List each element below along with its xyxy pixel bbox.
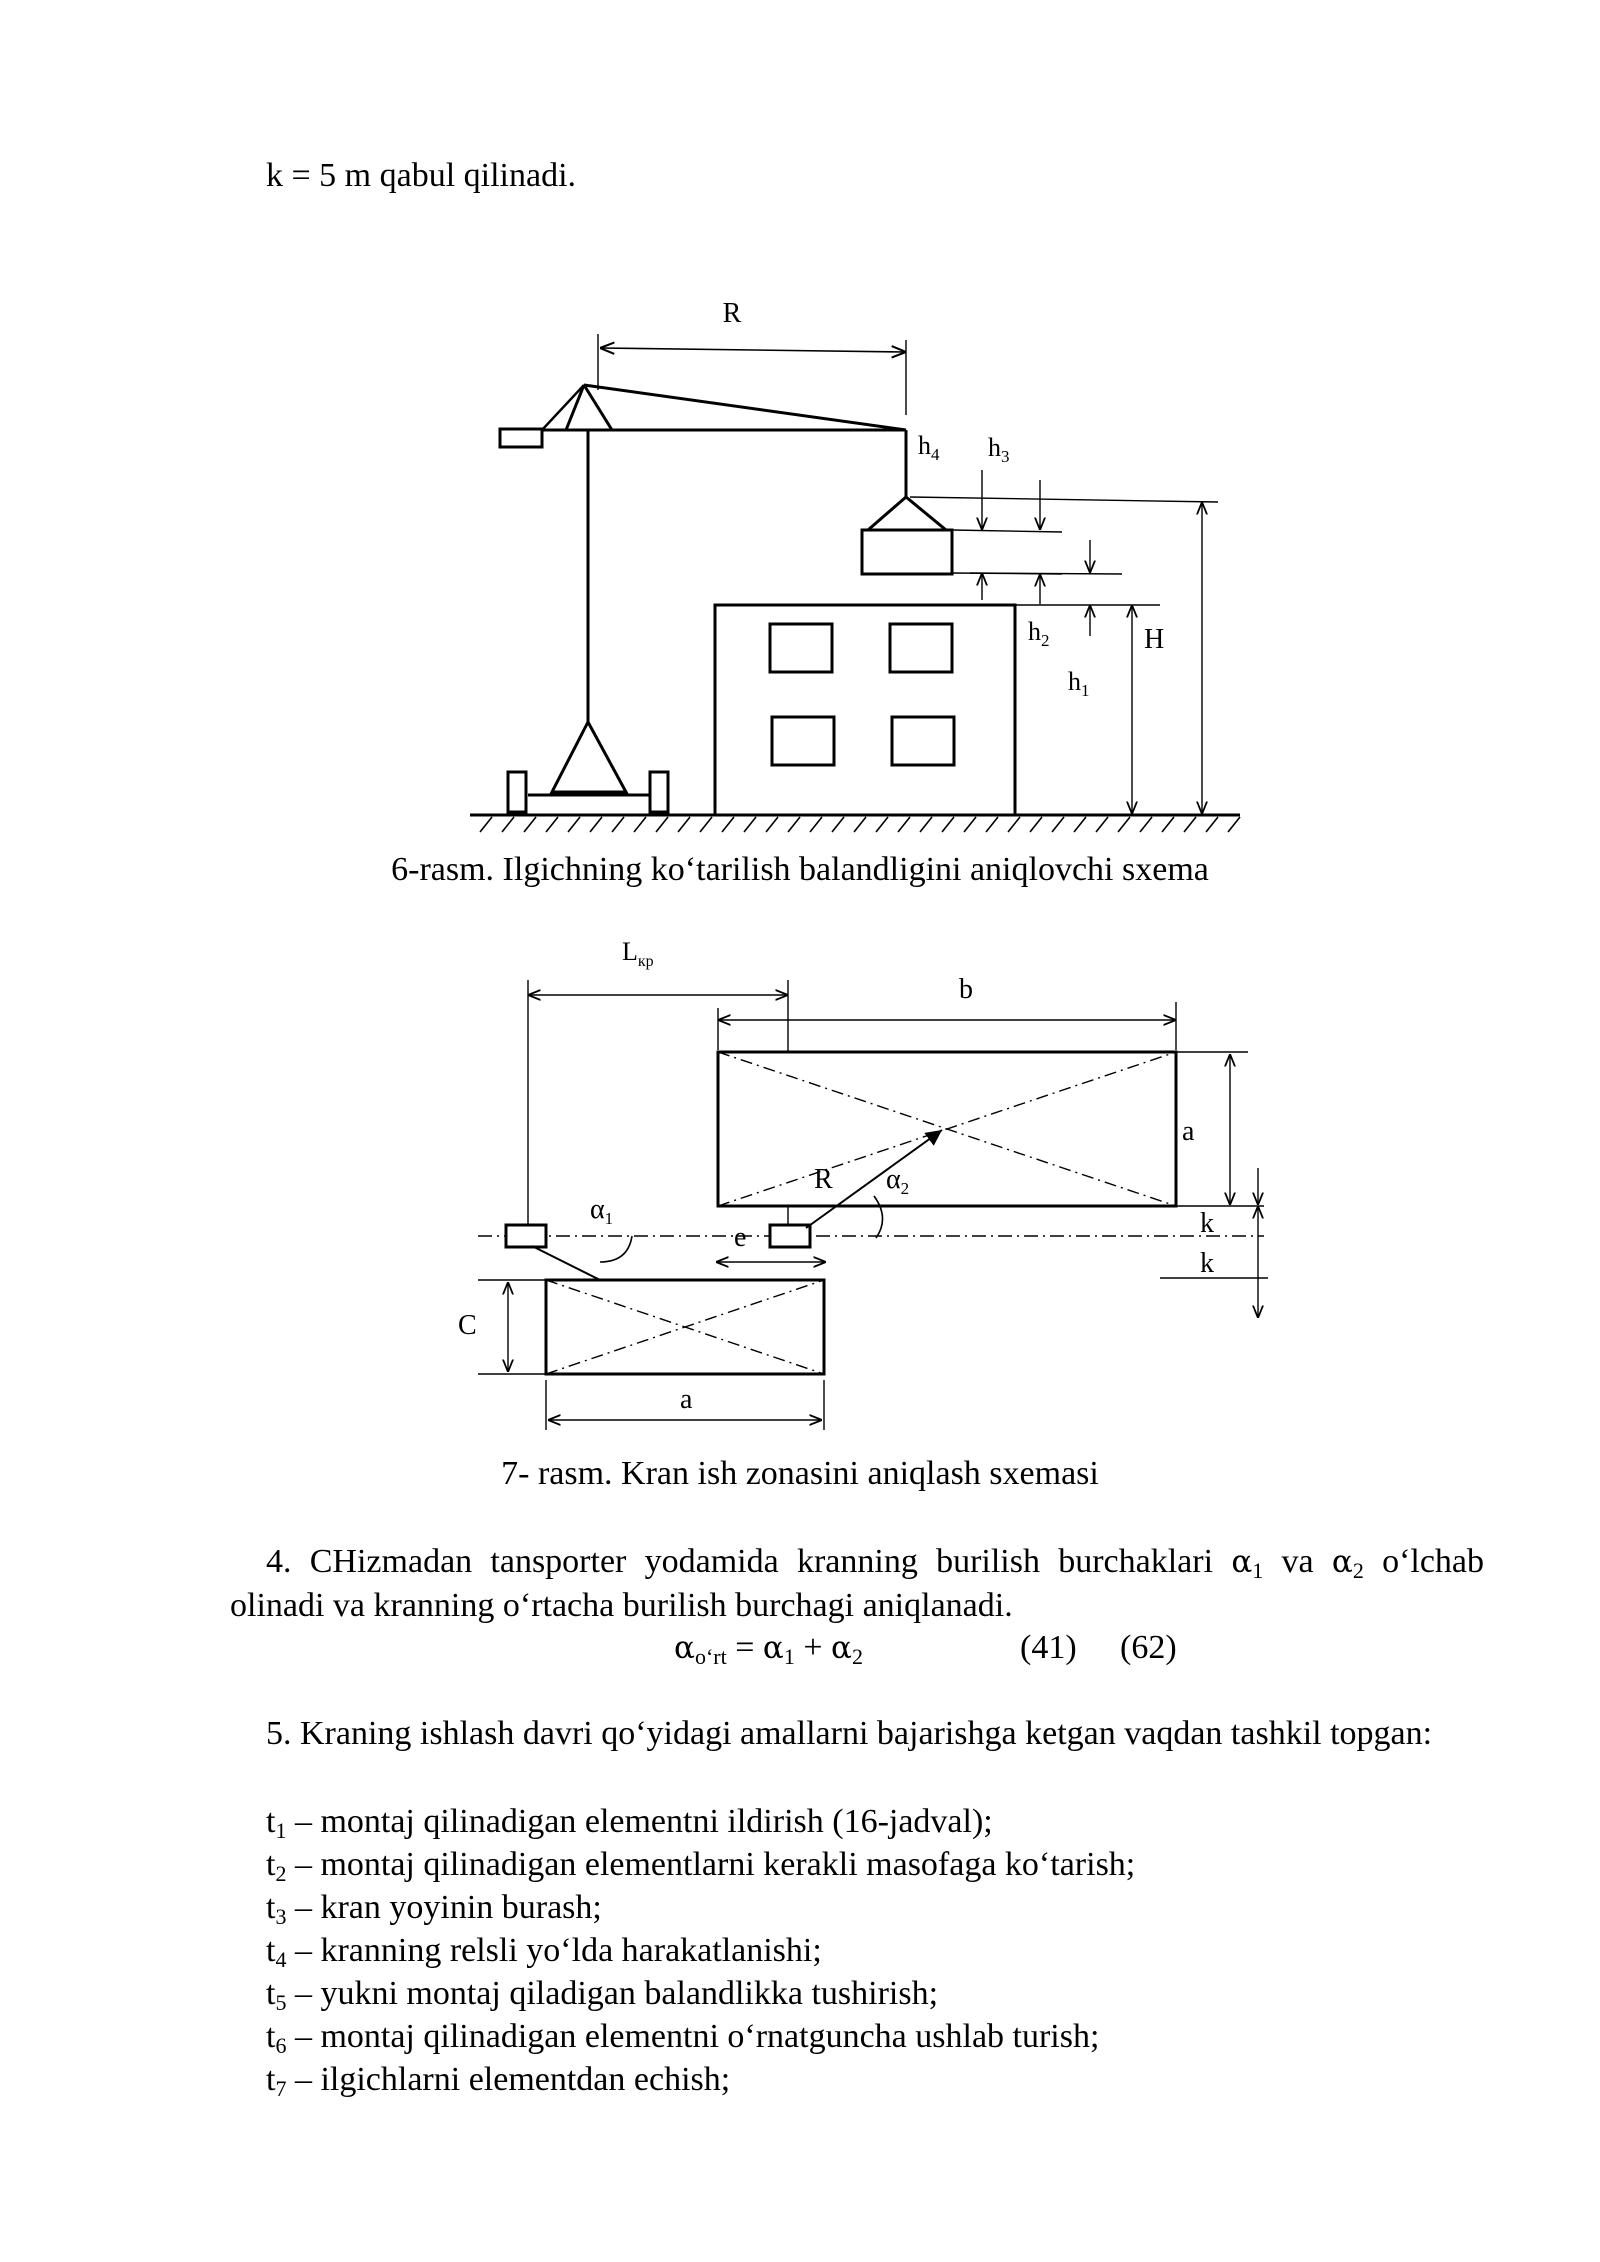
list-item: $t_4$ – kranning relsli yo‘lda harakatlanishi; (266, 1932, 822, 1972)
label-h1: $h_1$ (1068, 667, 1090, 700)
label-e: e (734, 1222, 747, 1253)
label-h2: $h_2$ (1028, 617, 1050, 650)
label-r-zone: R (814, 1164, 833, 1195)
label-alpha1: $\alpha_1$ (590, 1194, 614, 1228)
list-item: $t_3$ – kran yoyinin burash; (266, 1889, 602, 1929)
label-l-kr: $L_{кр}$ (622, 937, 654, 970)
label-h3: $h_3$ (988, 433, 1010, 466)
label-big-h: H (1144, 624, 1165, 655)
intro-text: k = 5 m qabul qilinadi. (266, 157, 577, 194)
label-a-bottom: a (680, 1384, 693, 1415)
list-item: $t_6$ – montaj qilinadigan elementni o‘rnatguncha ushlab turish; (266, 2018, 1100, 2058)
list-item: $t_7$ – ilgichlarni elementdan echish; (266, 2061, 731, 2101)
formula-number-41: (41) (1020, 1629, 1077, 1666)
list-item: $t_1$ – montaj qilinadigan elementni ildirish (16-jadval); (266, 1803, 993, 1843)
label-k2: k (1200, 1248, 1214, 1279)
paragraph-5: 5. Kraning ishlash davri qo‘yidagi amallarni bajarishga ketgan vaqdan tashkil topgan: (266, 1715, 1433, 1752)
label-alpha2: $\alpha_2$ (886, 1164, 910, 1198)
list-item: $t_5$ – yukni montaj qiladigan balandlikka tushirish; (266, 1975, 939, 2015)
figure-6-caption: 6-rasm. Ilgichning ko‘tarilish balandligini aniqlovchi sxema (391, 851, 1209, 888)
crane-position-1 (506, 1225, 546, 1247)
formula-average-angle: $\alpha_{o‘rt} = \alpha_1 + \alpha_2$ (674, 1629, 863, 1669)
label-h4: $h_4$ (918, 431, 940, 464)
list-item: $t_2$ – montaj qilinadigan elementlarni kerakli masofaga ko‘tarish; (266, 1846, 1136, 1886)
label-c: C (458, 1310, 477, 1341)
label-k1: k (1200, 1208, 1214, 1239)
crane-position-2 (770, 1225, 810, 1247)
alpha1-arc (600, 1236, 632, 1262)
label-a-right: a (1182, 1116, 1195, 1147)
figure-7-caption: 7- rasm. Kran ish zonasini aniqlash sxemasi (501, 1455, 1099, 1492)
label-b: b (959, 974, 973, 1005)
label-r: R (722, 298, 742, 329)
formula-number-62: (62) (1120, 1629, 1177, 1666)
paragraph-4: 4. CHizmadan tansporter yodamida kranning burilish burchaklari $\alpha_1$ va $\alpha_2$ o‘lchab olinadi va kranning o‘rtacha burilish burchagi aniqlanadi. (230, 1543, 1485, 1624)
